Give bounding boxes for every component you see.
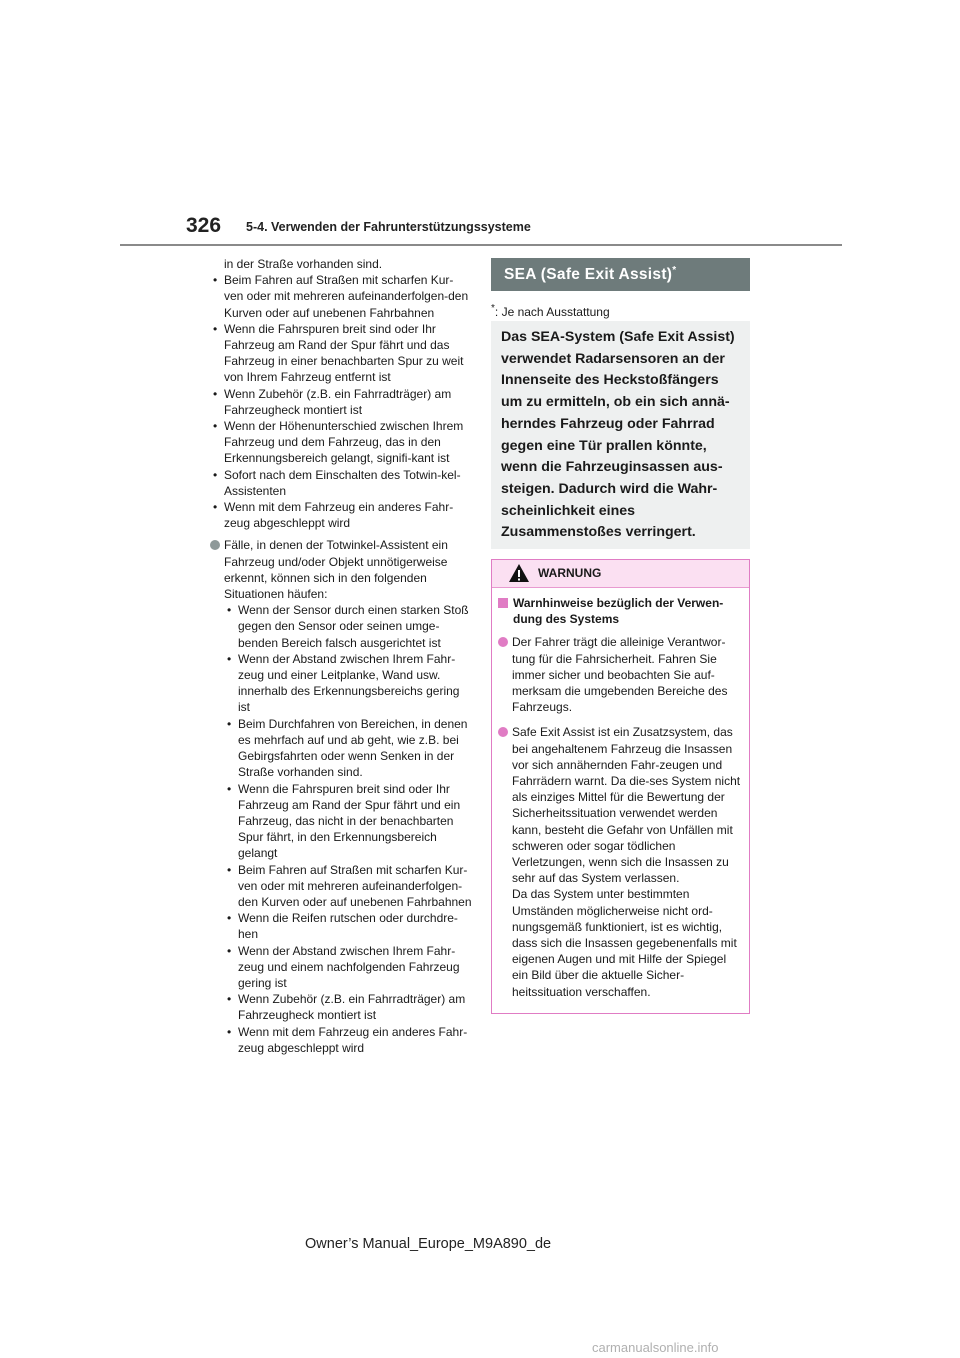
square-bullet-icon (498, 598, 508, 608)
list-item: • Wenn der Sensor durch einen starken Stoß gegen den Sensor oder seinen umge-benden Bereich falsch ausgerichtet ist (224, 602, 472, 651)
list-item: • Wenn die Fahrspuren breit sind oder Ihr Fahrzeug am Rand der Spur fährt und das Fahrzeug in einer benachbarten Spur zu weit von Ihrem Fahrzeug entfernt ist (210, 321, 472, 386)
watermark: carmanualsonline.info (592, 1340, 719, 1355)
list-item: • Wenn die Reifen rutschen oder durchdre-hen (224, 910, 472, 942)
sea-intro-box (491, 321, 750, 549)
list-item: • Wenn der Abstand zwischen Ihrem Fahr-zeug und einem nachfolgenden Fahrzeug gering ist (224, 943, 472, 992)
warning-item (498, 724, 741, 999)
list-item: • Wenn der Abstand zwischen Ihrem Fahr-zeug und einer Leitplanke, Wand usw. innerhalb des Erkennungsbereichs gering ist (224, 651, 472, 716)
warning-label: WARNUNG (538, 566, 602, 580)
warning-heading-text: Warnhinweise bezüglich der Verwen-dung des Systems (513, 596, 724, 627)
info-item-false-detection (210, 537, 472, 1056)
list-item: • Wenn mit dem Fahrzeug ein anderes Fahr-zeug abgeschleppt wird (210, 499, 472, 531)
warning-item (498, 634, 741, 715)
warning-header (492, 560, 749, 588)
bullet-dot-icon (210, 540, 220, 550)
warning-triangle-icon (508, 563, 530, 588)
footer-manual-id: Owner’s Manual_Europe_M9A890_de (305, 1236, 552, 1252)
footnote-text: : Je nach Ausstattung (494, 305, 610, 319)
list-item: • Sofort nach dem Einschalten des Totwin-kel-Assistenten (210, 467, 472, 499)
page-number: 326 (186, 214, 222, 237)
continuation-text: in der Straße vorhanden sind. (224, 257, 383, 271)
sea-intro-text: Das SEA-System (Safe Exit Assist) verwendet Radarsensoren an der Innenseite des Heckstoßfängers um zu ermitteln, ob ein sich annä-herndes Fahrzeug oder Fahrrad gegen eine Tür prallen könnte, wenn die Fahrzeuginsassen aus-steigen. Dadurch wird die Wahr-scheinlichkeit eines Zusammenstoßes verringert. (501, 329, 735, 541)
warning-body (492, 588, 749, 1000)
section-title: 5-4. Verwenden der Fahrunterstützungssysteme (246, 220, 531, 234)
list-item: • Wenn die Fahrspuren breit sind oder Ihr Fahrzeug am Rand der Spur fährt und ein Fahrzeug, das nicht in der benachbarten Spur fährt, in den Erkennungsbereich gelangt (224, 781, 472, 862)
warning-item-text-continued: Da das System unter bestimmten Umständen möglicherweise nicht ord-nungsgemäß funktioniert, ist es wichtig, dass sich die Insassen gegebenenfalls mit eigenen Augen und mit Hilfe der Spiegel ein Bild über die aktuelle Sicher-heitssituation verschaffen. (512, 887, 737, 999)
warning-item-text: Safe Exit Assist ist ein Zusatzsystem, das bei angehaltenem Fahrzeug die Insassen vor sich annähernden Fahr-zeugen und Fahrrädern warnt. Da die-ses System nicht als einziges Mittel für die Bewertung der Sicherheitssituation verwendet werden kann, besteht die Gefahr von Unfällen mit schweren oder sogar tödlichen Verletzungen, wenn sich die Insassen zu sehr auf das System verlassen. (512, 725, 741, 886)
warning-heading (498, 595, 741, 627)
list-item: • Beim Fahren auf Straßen mit scharfen Kur-ven oder mit mehreren aufeinanderfolgen-den Kurven oder auf unebenen Fahrbahnen (210, 272, 472, 321)
bullet-list-b (224, 602, 472, 1056)
bullet-list-a (210, 272, 472, 531)
list-item: • Wenn mit dem Fahrzeug ein anderes Fahr-zeug abgeschleppt wird (224, 1024, 472, 1056)
warning-box (491, 559, 750, 1014)
list-item: • Wenn Zubehör (z.B. ein Fahrradträger) am Fahrzeugheck montiert ist (210, 386, 472, 418)
footnote-mark: * (491, 303, 495, 314)
left-column (210, 256, 472, 1056)
info-item-text: Fälle, in denen der Totwinkel-Assistent ein Fahrzeug und/oder Objekt unnötigerweise erkennt, können sich in den folgenden Situationen häufen: (224, 538, 448, 602)
header-rule (120, 244, 842, 246)
footnote (491, 303, 610, 319)
sea-section-header (491, 258, 750, 291)
warning-item-text: Der Fahrer trägt die alleinige Verantwor-tung für die Fahrsicherheit. Fahren Sie immer sicher und beobachten Sie auf-merksam die umgebenden Bereiche des Fahrzeugs. (512, 635, 728, 715)
sea-title: SEA (Safe Exit Assist) (504, 266, 673, 284)
bullet-dot-icon (498, 637, 508, 647)
bullet-dot-icon (498, 727, 508, 737)
list-item: • Wenn der Höhenunterschied zwischen Ihrem Fahrzeug und dem Fahrzeug, das in den Erkennungsbereich gelangt, signifi-kant ist (210, 418, 472, 467)
footnote-star: * (672, 265, 677, 276)
list-item: • Beim Fahren auf Straßen mit scharfen Kur-ven oder mit mehreren aufeinanderfolgen-den Kurven oder auf unebenen Fahrbahnen (224, 862, 472, 911)
list-item: • Wenn Zubehör (z.B. ein Fahrradträger) am Fahrzeugheck montiert ist (224, 991, 472, 1023)
list-item: • Beim Durchfahren von Bereichen, in denen es mehrfach auf und ab geht, wie z.B. bei Gebirgsfahrten oder wenn Senken in der Straße vorhanden sind. (224, 716, 472, 781)
